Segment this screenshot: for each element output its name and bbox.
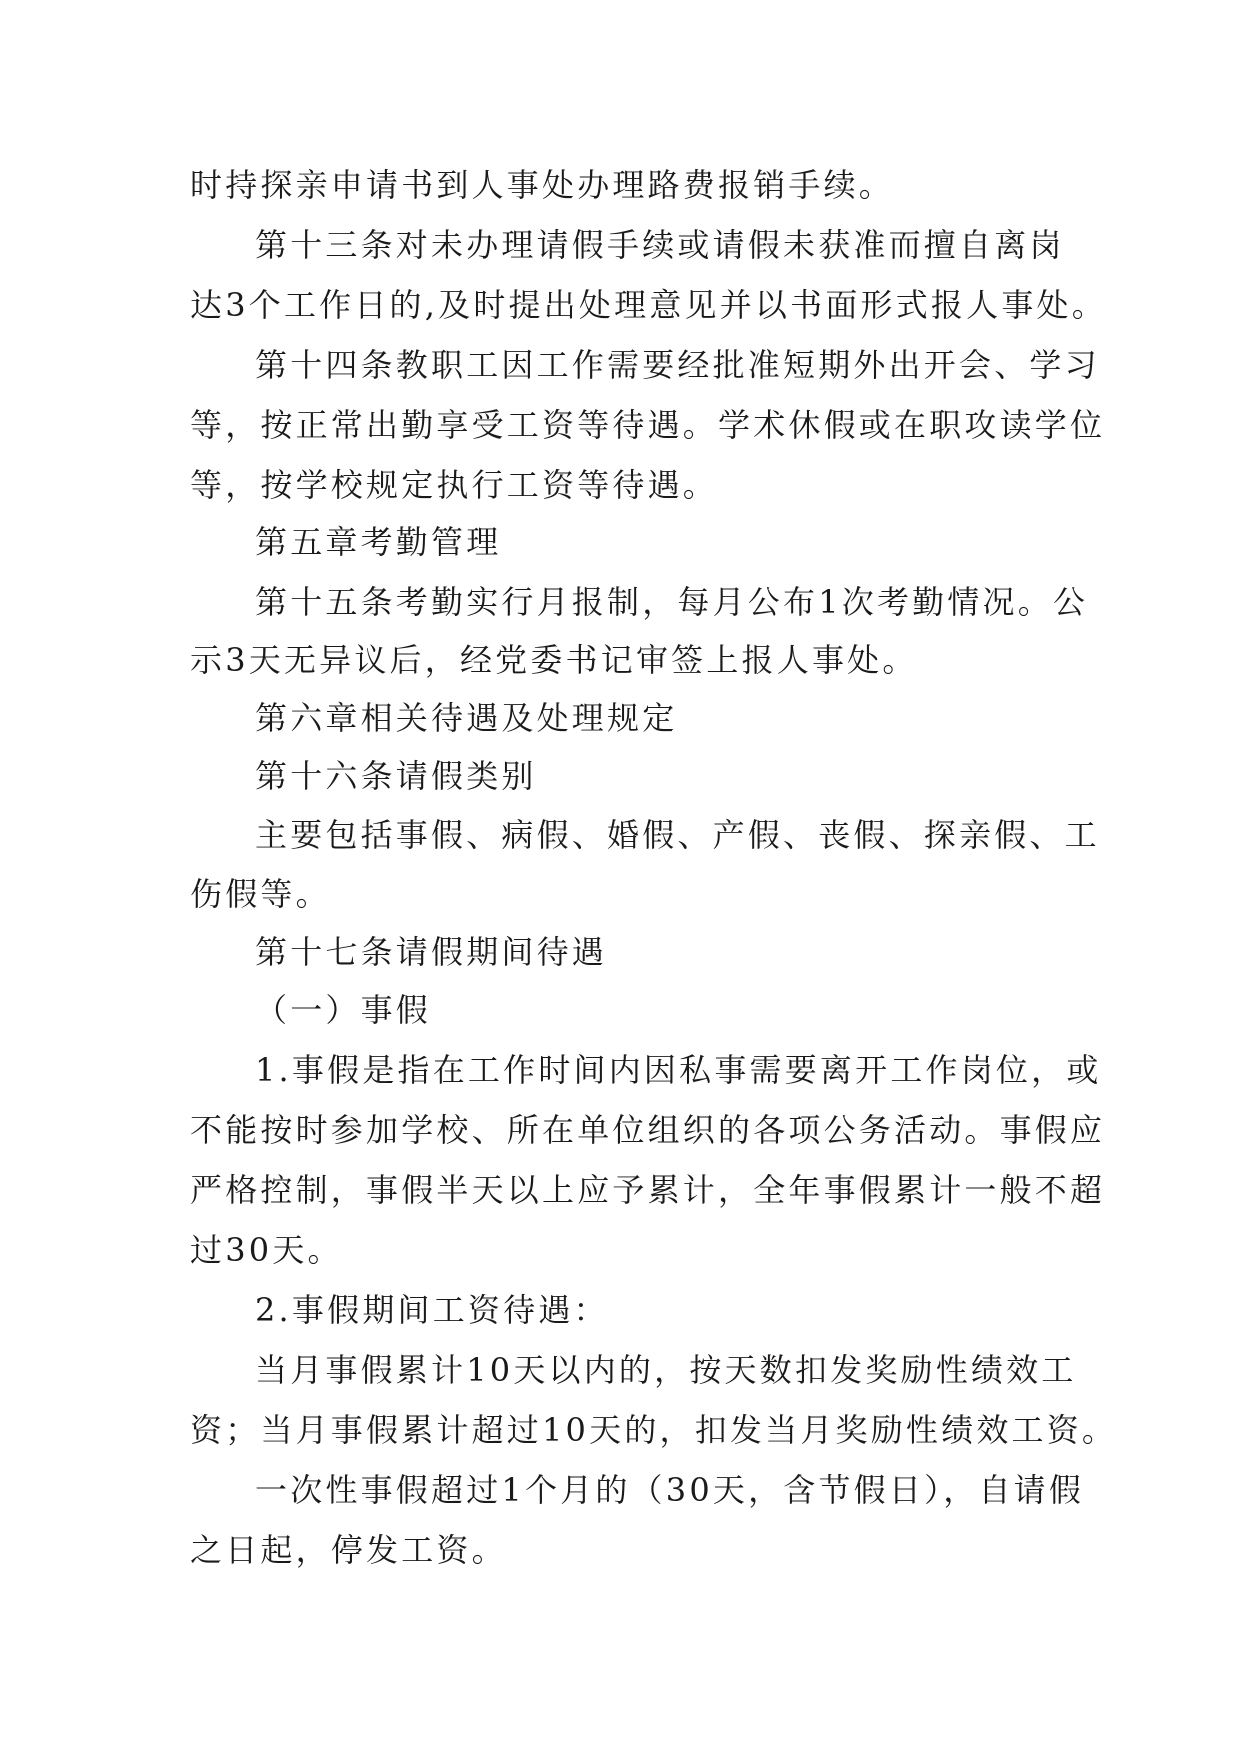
- paragraph-line: 等，按学校规定执行工资等待遇。: [190, 466, 719, 504]
- paragraph-line: 不能按时参加学校、所在单位组织的各项公务活动。事假应: [190, 1111, 1106, 1149]
- paragraph-line: 达3个工作日的,及时提出处理意见并以书面形式报人事处。: [190, 286, 1107, 324]
- article-15-line: 第十五条考勤实行月报制，每月公布1次考勤情况。公: [255, 583, 1089, 621]
- paragraph-line: 伤假等。: [190, 875, 331, 913]
- paragraph-line: 示3天无异议后，经党委书记审签上报人事处。: [190, 641, 918, 679]
- section-personal-leave-heading: （一）事假: [255, 991, 432, 1029]
- paragraph-line: 等，按正常出勤享受工资等待遇。学术休假或在职攻读学位: [190, 406, 1106, 444]
- paragraph-line: 之日起，停发工资。: [190, 1531, 507, 1569]
- article-17-heading: 第十七条请假期间待遇: [255, 933, 608, 971]
- chapter-5-heading: 第五章考勤管理: [255, 523, 502, 561]
- paragraph-line: 当月事假累计10天以内的，按天数扣发奖励性绩效工: [255, 1351, 1077, 1389]
- paragraph-line: 资；当月事假累计超过10天的，扣发当月奖励性绩效工资。: [190, 1411, 1118, 1449]
- paragraph-line: 过30天。: [190, 1231, 343, 1269]
- chapter-6-heading: 第六章相关待遇及处理规定: [255, 699, 678, 737]
- article-13-line: 第十三条对未办理请假手续或请假未获准而擅自离岗: [255, 226, 1065, 264]
- item-1-line: 1.事假是指在工作时间内因私事需要离开工作岗位，或: [255, 1051, 1102, 1089]
- paragraph-line: 一次性事假超过1个月的（30天，含节假日），自请假: [255, 1471, 1085, 1509]
- paragraph-line: 时持探亲申请书到人事处办理路费报销手续。: [190, 166, 895, 204]
- paragraph-line: 主要包括事假、病假、婚假、产假、丧假、探亲假、工: [255, 816, 1100, 854]
- item-2-heading: 2.事假期间工资待遇：: [255, 1291, 609, 1329]
- article-16-heading: 第十六条请假类别: [255, 757, 537, 795]
- article-14-line: 第十四条教职工因工作需要经批准短期外出开会、学习: [255, 346, 1100, 384]
- paragraph-line: 严格控制，事假半天以上应予累计，全年事假累计一般不超: [190, 1171, 1106, 1209]
